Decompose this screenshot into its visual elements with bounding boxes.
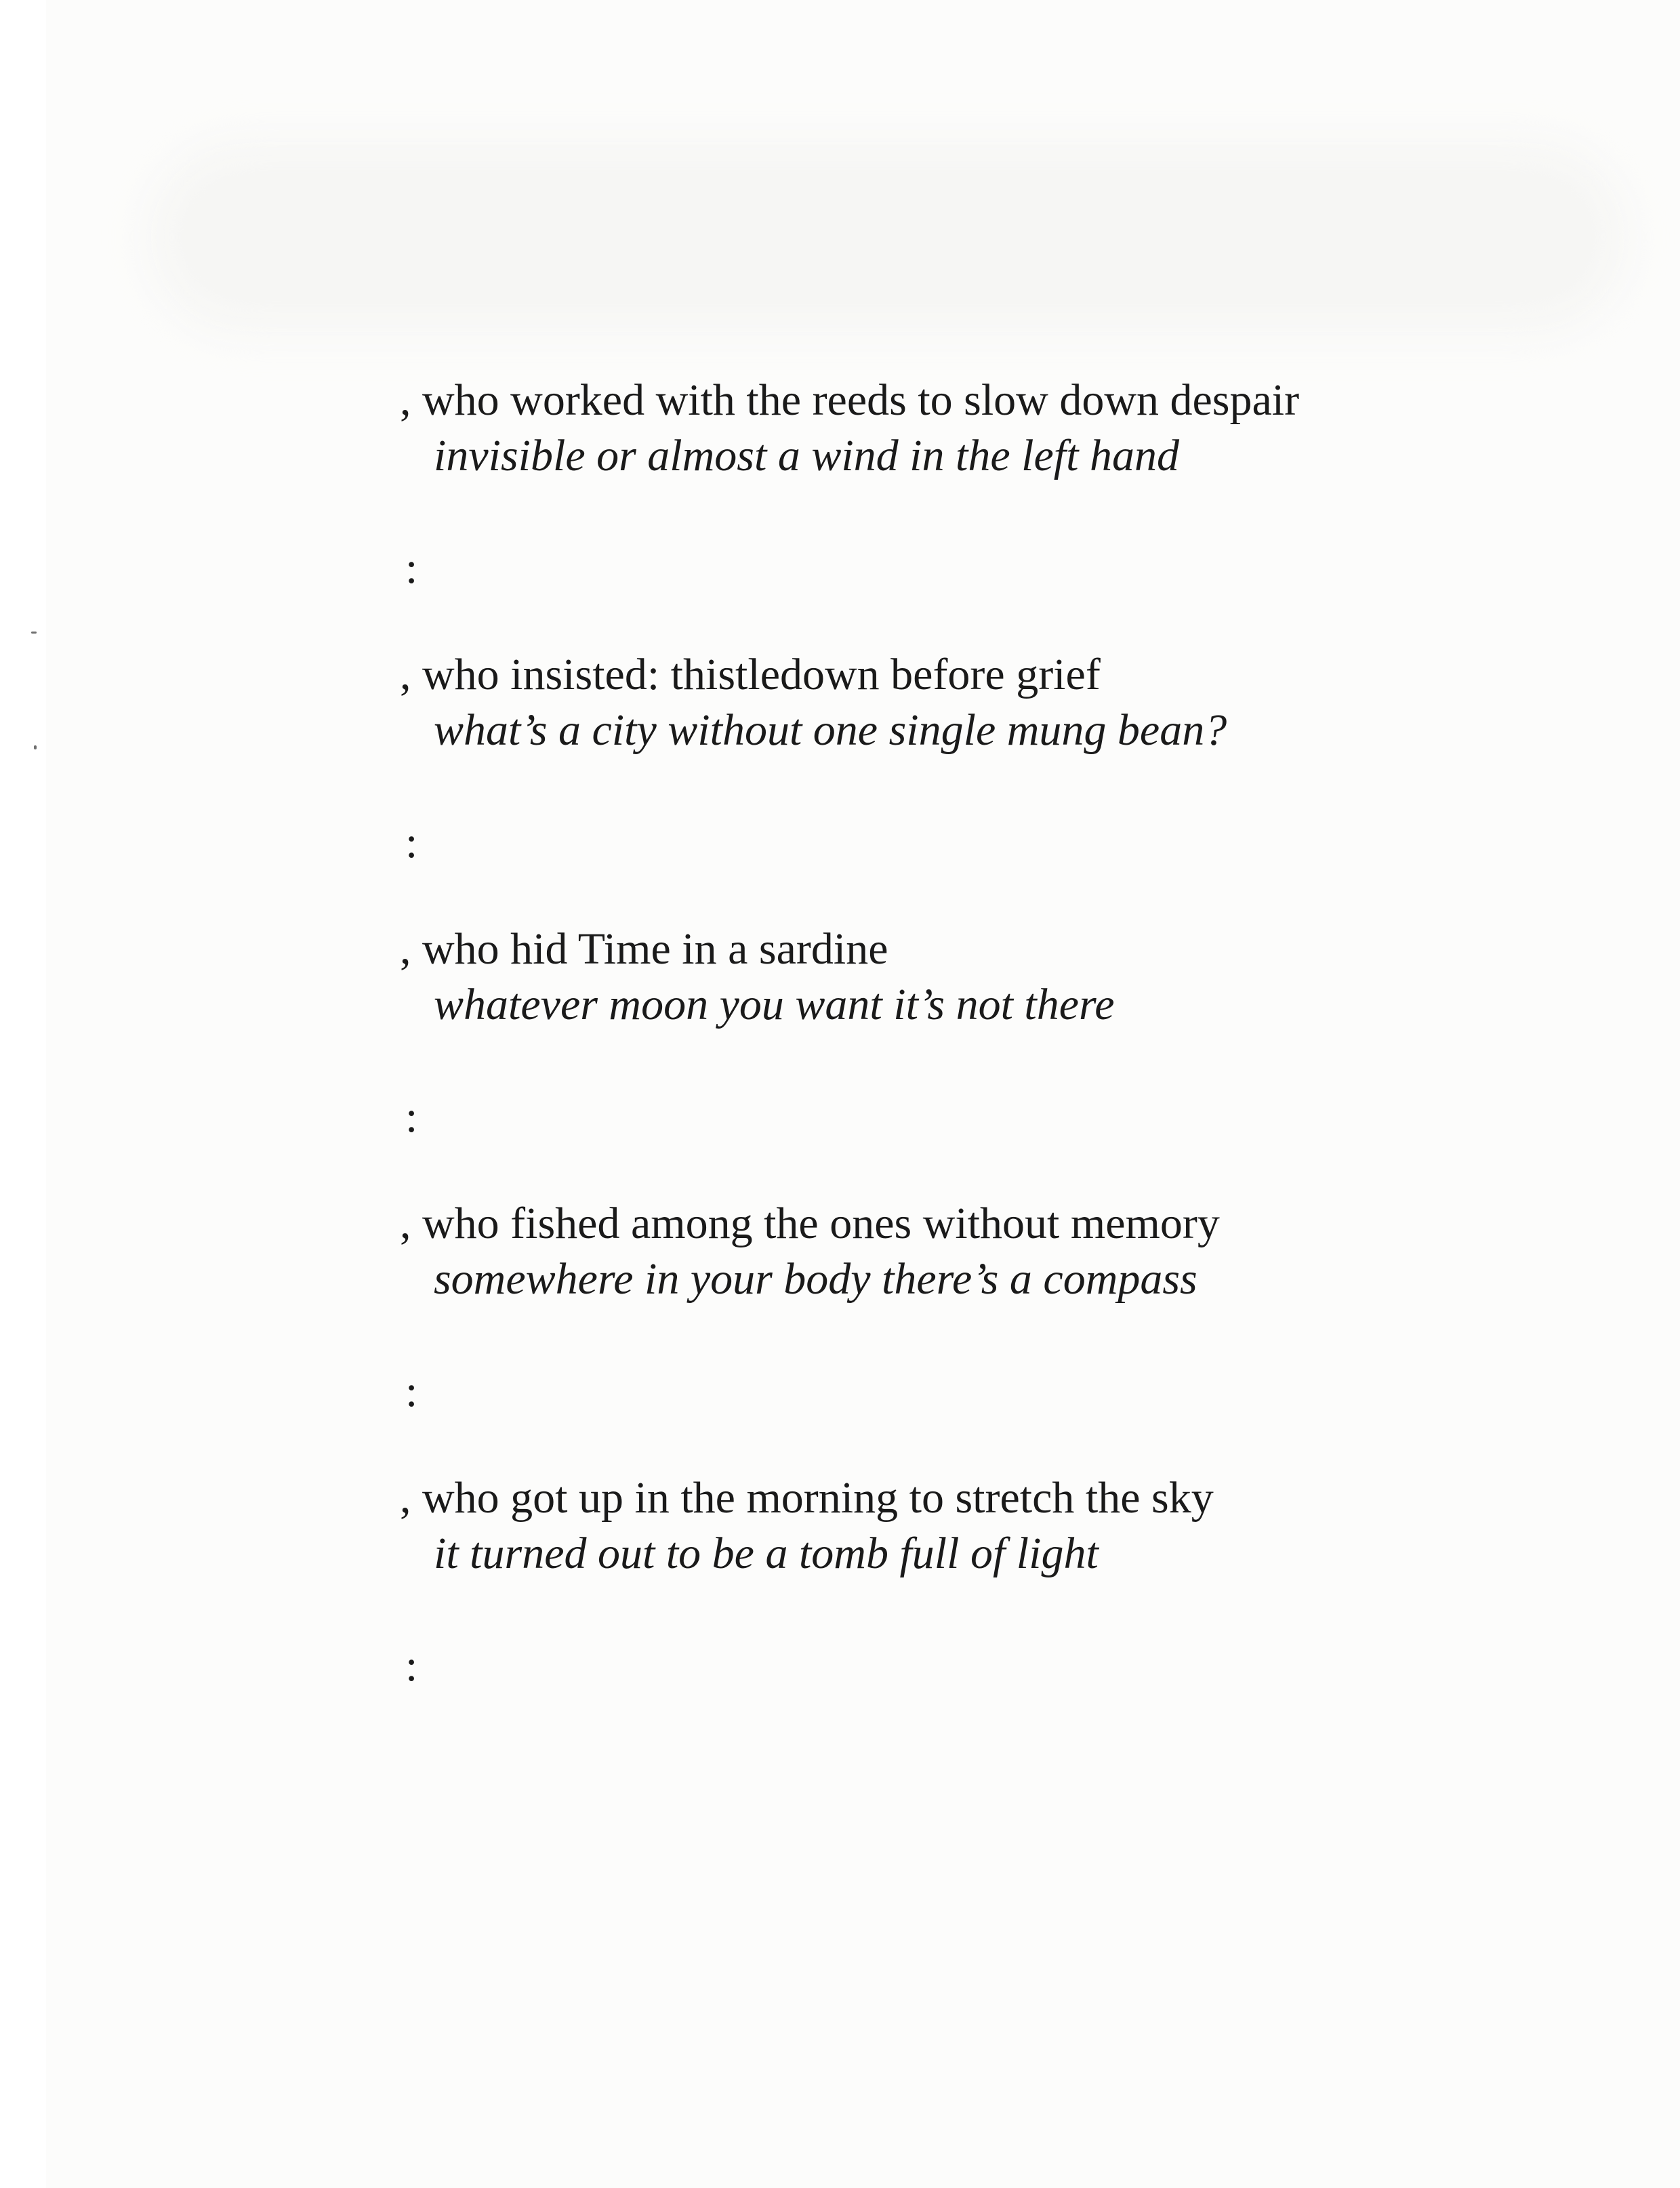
stanza-separator: : — [405, 543, 418, 593]
stanza-italic-line: what’s a city without one single mung bean? — [434, 705, 1227, 755]
stanza-line: , who got up in the morning to stretch the sky — [400, 1473, 1214, 1523]
stanza-line: , who insisted: thistledown before grief — [400, 650, 1101, 699]
stanza-separator: : — [405, 1367, 418, 1416]
stanza-italic-line: whatever moon you want it’s not there — [434, 980, 1115, 1029]
stanza-italic-line: somewhere in your body there’s a compass — [434, 1254, 1197, 1304]
scan-speck — [34, 745, 37, 749]
stanza-2 — [400, 647, 1552, 758]
stanza-4 — [400, 1196, 1552, 1307]
stanza-italic-line: invisible or almost a wind in the left hand — [434, 431, 1179, 480]
stanza-separator: : — [405, 1641, 418, 1691]
stanza-separator: : — [405, 818, 418, 867]
stanza-3 — [400, 922, 1552, 1033]
stanza-line: , who fished among the ones without memory — [400, 1199, 1220, 1248]
stanza-italic-line: it turned out to be a tomb full of light — [434, 1529, 1099, 1578]
scan-speck — [31, 632, 37, 634]
stanza-5 — [400, 1470, 1552, 1582]
stanza-separator: : — [405, 1092, 418, 1142]
stanza-line: , who worked with the reeds to slow down despair — [400, 375, 1300, 425]
scan-left-margin — [0, 0, 46, 2188]
scan-shadow — [149, 142, 1626, 332]
stanza-line: , who hid Time in a sardine — [400, 924, 888, 974]
stanza-1 — [400, 373, 1552, 484]
